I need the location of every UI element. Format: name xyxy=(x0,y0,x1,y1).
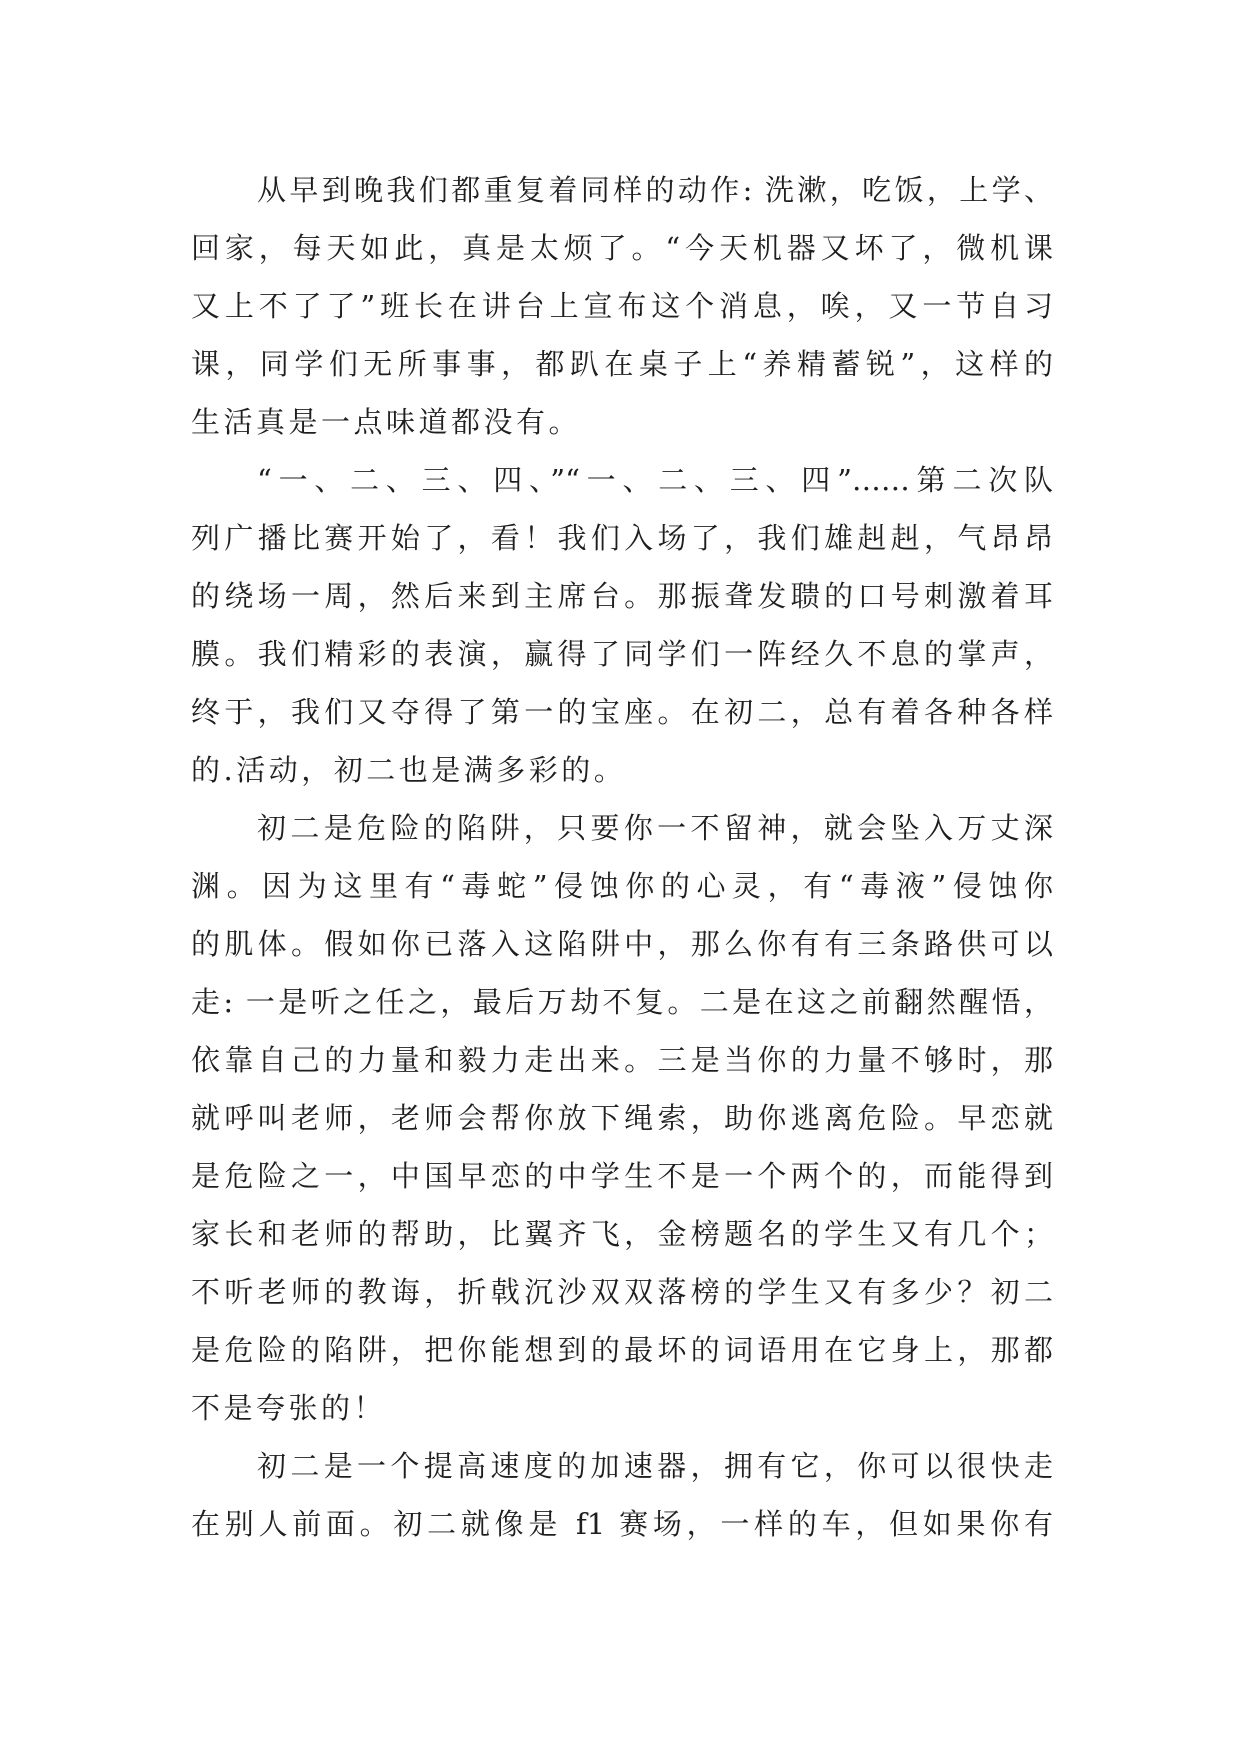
text-line: 生活真是一点味道都没有。 xyxy=(191,405,582,439)
text-line: 初二是危险的陷阱，只要你一不留神，就会坠入万丈深 xyxy=(257,811,1053,845)
paragraph-4 xyxy=(191,1437,1053,1553)
text-line: 从早到晚我们都重复着同样的动作: 洗漱，吃饭，上学、 xyxy=(257,173,1053,207)
text-line: 的.活动，初二也是满多彩的。 xyxy=(191,753,627,787)
text-line: 初二是一个提高速度的加速器，拥有它，你可以很快走 xyxy=(257,1449,1053,1483)
text-line: 不听老师的教诲，折戟沉沙双双落榜的学生又有多少？初二 xyxy=(191,1275,1053,1309)
text-line: 的肌体。假如你已落入这陷阱中，那么你有有三条路供可以 xyxy=(191,927,1053,961)
text-line: 走: 一是听之任之，最后万劫不复。二是在这之前翻然醒悟， xyxy=(191,985,1053,1019)
text-line: 回家，每天如此，真是太烦了。“今天机器又坏了，微机课 xyxy=(191,231,1053,265)
text-line: 不是夸张的！ xyxy=(191,1391,387,1425)
text-line: 家长和老师的帮助，比翼齐飞，金榜题名的学生又有几个； xyxy=(191,1217,1053,1251)
text-line: 是危险的陷阱，把你能想到的最坏的词语用在它身上，那都 xyxy=(191,1333,1053,1367)
text-line: 依靠自己的力量和毅力走出来。三是当你的力量不够时，那 xyxy=(191,1043,1053,1077)
text-line: 终于，我们又夺得了第一的宝座。在初二，总有着各种各样 xyxy=(191,695,1053,729)
document-body xyxy=(191,161,1053,1553)
paragraph-3 xyxy=(191,799,1053,1437)
text-line: 膜。我们精彩的表演，赢得了同学们一阵经久不息的掌声， xyxy=(191,637,1053,671)
text-line: 课，同学们无所事事，都趴在桌子上“养精蓄锐”，这样的 xyxy=(191,347,1053,381)
paragraph-1 xyxy=(191,161,1053,451)
text-line: “一、二、三、四、”“一、二、三、四”……第二次队 xyxy=(257,463,1053,497)
paragraph-2 xyxy=(191,451,1053,799)
text-line: 在别人前面。初二就像是 f1 赛场，一样的车，但如果你有 xyxy=(191,1507,1053,1541)
text-line: 又上不了了”班长在讲台上宣布这个消息，唉，又一节自习 xyxy=(191,289,1053,323)
text-line: 就呼叫老师，老师会帮你放下绳索，助你逃离危险。早恋就 xyxy=(191,1101,1053,1135)
text-line: 的绕场一周，然后来到主席台。那振聋发聩的口号刺激着耳 xyxy=(191,579,1053,613)
text-line: 渊。因为这里有“毒蛇”侵蚀你的心灵，有“毒液”侵蚀你 xyxy=(191,869,1053,903)
text-line: 列广播比赛开始了，看！我们入场了，我们雄赳赳，气昂昂 xyxy=(191,521,1053,555)
text-line: 是危险之一，中国早恋的中学生不是一个两个的，而能得到 xyxy=(191,1159,1053,1193)
